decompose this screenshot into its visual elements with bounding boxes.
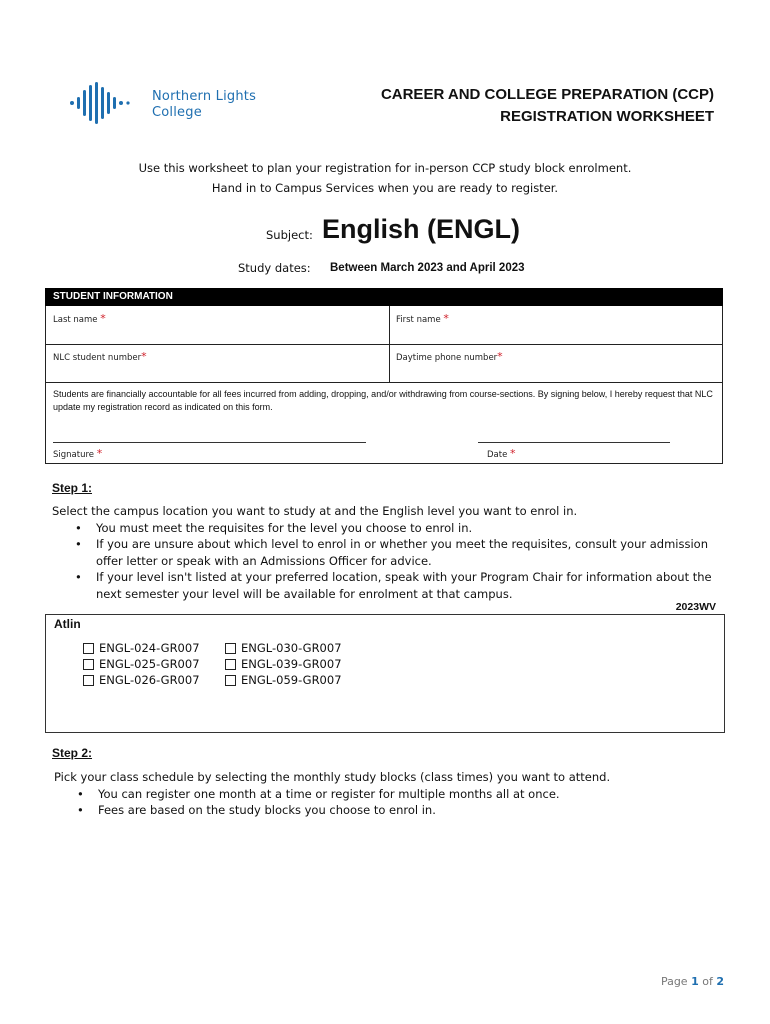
required-marker: *	[96, 447, 103, 460]
first-name-field[interactable]	[390, 307, 722, 344]
phone-label: Daytime phone number	[396, 353, 498, 363]
course-option[interactable]	[225, 640, 342, 656]
phone-field[interactable]	[390, 345, 722, 382]
page-total: 2	[716, 975, 724, 988]
logo-line2: College	[152, 105, 202, 120]
logo-line1: Northern Lights	[152, 89, 257, 104]
first-name-label: First name	[396, 315, 441, 325]
subject-value: English (ENGL)	[322, 214, 520, 244]
step2-intro: Pick your class schedule by selecting the monthly study blocks (class times) you want to attend.	[54, 770, 611, 784]
checkbox[interactable]	[83, 675, 94, 686]
course-option[interactable]	[225, 656, 342, 672]
last-name-label: Last name	[53, 315, 98, 325]
required-marker: *	[141, 350, 147, 363]
required-marker: *	[443, 312, 449, 325]
step1-intro: Select the campus location you want to study at and the English level you want to enrol in.	[52, 504, 578, 518]
course-code: ENGL-059-GR007	[241, 673, 342, 687]
list-item: • You must meet the requisites for the level you choose to enrol in.	[52, 520, 732, 537]
last-name-field[interactable]	[46, 307, 388, 344]
list-item: • If your level isn't listed at your preferred location, speak with your Program Chair for information about the next semester your level will be available for enrolment at that campus.	[52, 569, 732, 602]
page-number	[661, 975, 724, 988]
page-prefix: Page	[660, 975, 688, 988]
course-code: ENGL-039-GR007	[241, 657, 342, 671]
required-marker: *	[510, 447, 516, 460]
course-code: ENGL-024-GR007	[99, 641, 200, 655]
step2-bullets	[54, 786, 734, 819]
course-column-2	[225, 640, 342, 688]
college-logo-icon	[70, 82, 138, 124]
checkbox[interactable]	[225, 643, 236, 654]
campus-label: Atlin	[54, 617, 81, 631]
divider	[45, 382, 723, 383]
student-number-field[interactable]	[46, 345, 388, 382]
list-item: • Fees are based on the study blocks you choose to enrol in.	[54, 802, 734, 819]
student-number-label: NLC student number	[53, 353, 142, 363]
checkbox[interactable]	[225, 675, 236, 686]
course-code: ENGL-026-GR007	[99, 673, 200, 687]
course-code: ENGL-030-GR007	[241, 641, 342, 655]
document-title	[381, 84, 714, 128]
student-info-header: STUDENT INFORMATION	[45, 288, 723, 306]
college-logo-text	[152, 89, 256, 121]
subject-label: Subject:	[266, 228, 313, 242]
signature-line[interactable]	[53, 442, 366, 443]
page-current: 1	[691, 975, 699, 988]
step2-section	[54, 769, 734, 819]
signature-label: Signature	[53, 450, 95, 460]
study-dates-value: Between March 2023 and April 2023	[330, 262, 525, 274]
required-marker: *	[100, 312, 106, 325]
course-option[interactable]	[83, 640, 200, 656]
course-option[interactable]	[83, 672, 200, 688]
course-code: ENGL-025-GR007	[99, 657, 200, 671]
list-item: • If you are unsure about which level to enrol in or whether you meet the requisites, consult your admission offer letter or speak with an Admissions Officer for advice.	[52, 536, 732, 569]
title-line2: REGISTRATION WORKSHEET	[500, 108, 714, 125]
checkbox[interactable]	[83, 659, 94, 670]
course-column-1	[83, 640, 200, 688]
step1-bullets	[52, 520, 732, 603]
intro-line1: Use this worksheet to plan your registration for in-person CCP study block enrolment.	[138, 161, 632, 175]
term-code: 2023WV	[675, 601, 716, 613]
title-line1: CAREER AND COLLEGE PREPARATION (CCP)	[380, 86, 714, 103]
study-dates-label: Study dates:	[238, 261, 311, 275]
list-item: • You can register one month at a time or register for multiple months all at once.	[54, 786, 734, 803]
course-option[interactable]	[83, 656, 200, 672]
date-label: Date	[487, 450, 508, 460]
page-of: of	[702, 975, 713, 988]
checkbox[interactable]	[225, 659, 236, 670]
step1-title: Step 1:	[52, 481, 93, 495]
step2-title: Step 2:	[52, 746, 93, 760]
financial-disclaimer: Students are financially accountable for all fees incurred from adding, dropping, and/or withdrawing from course-sections. By signing below, I hereby request that NLC update my registration record as indicated on this form.	[53, 389, 713, 412]
date-line[interactable]	[478, 442, 670, 443]
step1-section	[52, 503, 732, 602]
required-marker: *	[497, 350, 503, 363]
checkbox[interactable]	[83, 643, 94, 654]
course-option[interactable]	[225, 672, 342, 688]
intro-line2: Hand in to Campus Services when you are ready to register.	[211, 181, 559, 195]
